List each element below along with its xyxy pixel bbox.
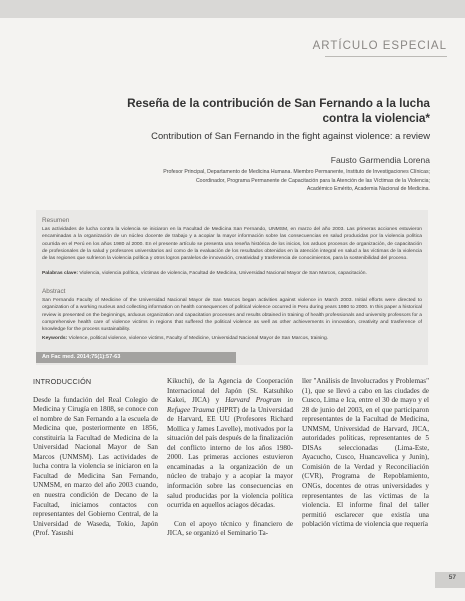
body-text-italic: Harvard Program in Refugee Trauma [167,396,293,414]
affiliation-line: Profesor Principal, Departamento de Medicina Humana. Miembro Permanente, Instituto de Investigaciones Clínicas; [163,169,430,175]
body-paragraph: ller "Análisis de Involucrados y Problemas" (1), que se llevó a cabo en las ciudades de Cusco, Lima e Ica, entre el 30 de mayo y el 28 de junio del 2003, en el que participaron representantes de la Facultad de Medicina, UNMSM, Universidad de Harvard, JICA, autoridades políticas, representantes de 5 DISAs seleccionadas (Lima-Este, Ayacucho, Cusco, Huancavelica y Junín), Comisión de la Verdad y Reconciliación (CVR), Programa de Repoblamiento, ONGs, docentes de otras universidades y representantes de las víctimas de la violencia. El informe final del taller permitió esclarecer que existía una población víctima de violencia que requería [302,377,429,529]
article-title-es [50,96,430,126]
body-text: Kikuchi), de la Agencia de Cooperación Internacional del Japón (St. Katsuhiko Kakei, JICA) y [167,377,293,405]
article-title-en: Contribution of San Fernando in the fight against violence: a review [151,130,430,141]
top-bleed-bar [0,0,465,18]
body-column-3 [302,377,429,539]
resumen-keywords-text: Violencia, violencia política, víctimas de violencia, Facultad de Medicina, Universidad Nacional Mayor de San Marcos, capacitación. [79,271,367,276]
body-text: (HPRT) de la Universidad de Harvard, EE UU (Profesores Richard Mollica y James Lavelle), motivados por la situación del país después de la finalización del conflicto interno de los años 1980-2000. Las primeras acciones estuvieron encaminadas a la organización de un núcleo de trabajo y a acopiar la mayor información sobre las consecuencias en salud producidas por la violencia política ocurrida en aquellos aciagos décadas. [167,405,293,510]
abstract-keywords-text: Violence, political violence, violence victims, Faculty of Medicine, Universidad Nacional Mayor de San Marcos, training. [68,336,329,341]
body-paragraph: Desde la fundación del Real Colegio de Medicina y Cirugía en 1808, se conoce con el nombre de San Fernando a la escuela de Medicina que, posteriormente en 1856, constituiría la Facultad de Medicina de la Universidad Nacional Mayor de San Marcos (UNMSM). Las actividades de lucha contra la violencia se iniciaron en la Facultad de Medicina San Fernando, UNMSM, en marzo del año 2003 cuando, en nuestra condición de Decano de la Facultad, iniciamos contactos con representantes del Gobierno Central, de la Universidad de Waseda, Tokio, Japón (Prof. Yasushi [33,395,158,538]
abstract-title: Abstract [42,288,66,295]
body-column-1 [33,377,158,548]
section-heading: INTRODUCCIÓN [33,377,92,386]
author-affiliation [60,168,430,194]
section-rule [325,56,447,57]
body-paragraph: Con el apoyo técnico y financiero de JICA, se organizó el Seminario Ta- [167,519,293,538]
author-name: Fausto Garmendia Lorena [330,155,430,165]
abstract-text: San Fernando Faculty of Medicine of the Universidad Nacional Mayor de San Marcos began activities against violence in March 2003. Initial efforts were directed to organization of a working nucleus and collecting information on health consequences of political violence occurred in Peru during years 1980 to 2000. In this paper a historical review is presented on the beginnings, arduous organization and capacitation processes and results obtained in training of health professionals and university professors for a comprehensive health care of violence victims in regions that suffered the political violence as well as other achievements in innovation, creativity and trasference of knowledge for the process sustainability. [42,298,422,332]
affiliation-line: Coordinador, Programa Permanente de Capacitación para la Atención de las Víctimas de la Violencia; [195,177,430,184]
resumen-keywords [42,270,422,277]
page-number: 57 [448,574,456,581]
resumen-text: Las actividades de lucha contra la violencia se iniciaron en la Facultad de Medicina San Fernando, UNMSM, en marzo del año 2003. Las primeras acciones estuvieron encaminadas a la organización de un núcleo docente de trabajo y a acopiar la mayor información sobre las consecuencias en salud producidas por la violencia política ocurrida en el Perú en los años 1980 al 2000. En el presente artículo se presenta una reseña histórica de los inicios, los arduos procesos de organización, de capacitación de profesionales de la salud y profesores universitarios así como de la evaluación de los resultados obtenidos en la atención integral en salud a las víctimas de la violencia de las regiones que sufrieron la violencia política y otros logros paralelos de innovación, creatividad y trasferencia de conocimientos, para la sostenibilidad del proceso. [42,227,422,261]
section-label: ARTÍCULO ESPECIAL [312,40,447,52]
resumen-title: Resumen [42,217,70,224]
body-column-2 [167,377,293,548]
citation-bar: An Fac med. 2014;75(1):57-63 [36,352,236,363]
body-paragraph [167,377,293,511]
abstract-keywords-label: Keywords: [42,336,68,341]
abstract-keywords [42,335,422,342]
affiliation-line: Académico Emérito, Academia Nacional de Medicina. [306,186,430,193]
resumen-keywords-label: Palabras clave: [42,271,78,276]
title-es-line-2: contra la violencia* [322,111,430,125]
title-es-line-1: Reseña de la contribución de San Fernando a la lucha [127,96,430,110]
